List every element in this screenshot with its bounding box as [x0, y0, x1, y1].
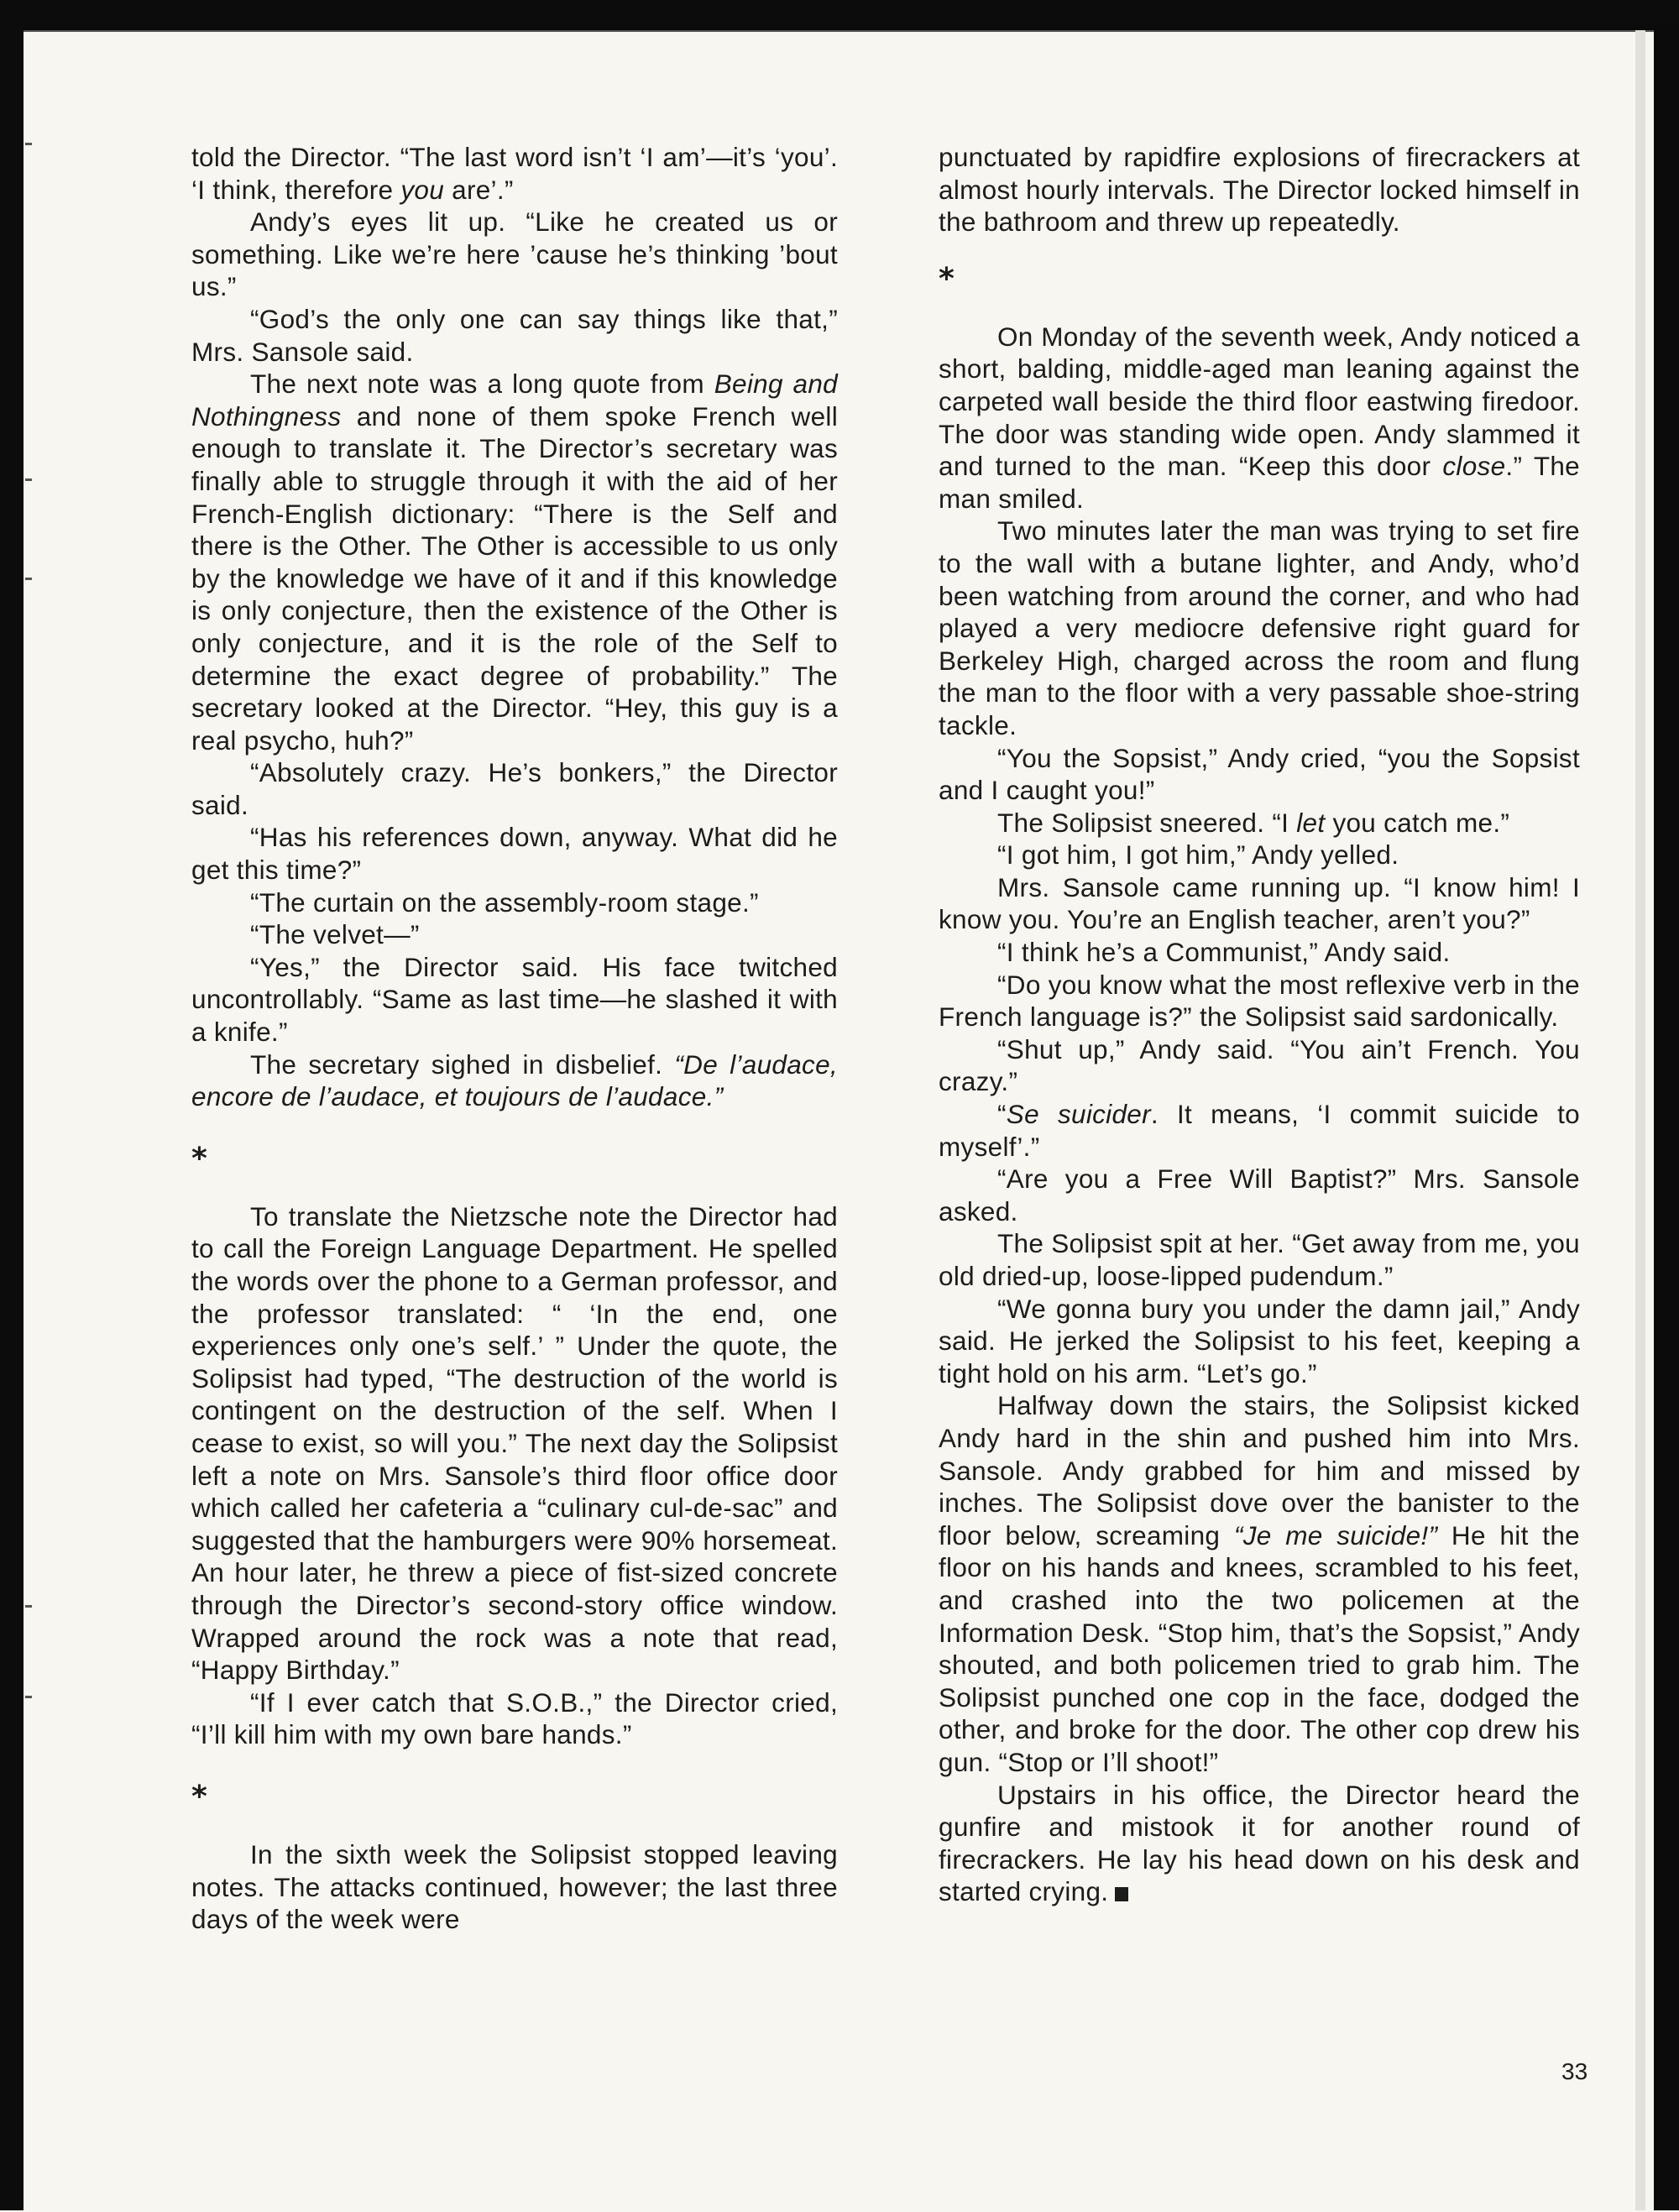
paragraph: “God’s the only one can say things like that,” Mrs. Sansole said. — [191, 303, 838, 367]
paragraph: “If I ever catch that S.O.B.,” the Director cried, “I’ll kill him with my own bare hands.” — [191, 1686, 838, 1750]
page-number: 33 — [1561, 2058, 1588, 2084]
section-break-asterisk: * — [939, 261, 955, 296]
left-column — [191, 141, 838, 1936]
paragraph: “The curtain on the assembly-room stage.” — [250, 886, 759, 918]
paragraph: To translate the Nietzsche note the Director had to call the Foreign Language Department. He spelled the words over the phone to a German professor, and the professor translated: “ ‘In the end, one experiences only one’s self.’ ” Under the quote, the Solipsist had typed, “The destruction of the world is contingent on the destruction of the self. When I cease to exist, so will you.” The next day the Solipsist left a note on Mrs. Sansole’s third floor office door which called her cafeteria a “culinary cul-de-sac” and suggested that the hamburgers were 90% horsemeat. An hour later, he threw a piece of fist-sized concrete through the Director’s second-story office window. Wrapped around the rock was a note that read, “Happy Birthday.” — [191, 1200, 838, 1686]
paragraph: “Yes,” the Director said. His face twitched uncontrollably. “Same as last time—he slashed it with a knife.” — [191, 951, 838, 1048]
paragraph: “You the Sopsist,” Andy cried, “you the Sopsist and I caught you!” — [939, 742, 1580, 806]
paragraph: Halfway down the stairs, the Solipsist kicked Andy hard in the shin and pushed him into Mrs. Sansole. Andy grabbed for him and missed by inches. The Solipsist dove over the banister to the floor below, screaming “Je me suicide!” He hit the floor on his hands and knees, scrambled to his feet, and crashed into the two policemen at the Information Desk. “Stop him, that’s the Sopsist,” Andy shouted, and both policemen tried to grab him. The Solipsist punched one cop in the face, dodged the other, and broke for the door. The other cop drew his gun. “Stop or I’ll shoot!” — [939, 1390, 1580, 1777]
paragraph: told the Director. “The last word isn’t ‘I am’—it’s ‘you’. ‘I think, therefore you are’.” — [191, 142, 838, 205]
paragraph: “Shut up,” Andy said. “You ain’t French. You crazy.” — [939, 1033, 1580, 1097]
paragraph: “We gonna bury you under the damn jail,” Andy said. He jerked the Solipsist to his feet, keeping a tight hold on his arm. “Let’s go.” — [939, 1293, 1580, 1388]
paragraph: The next note was a long quote from Being and Nothingness and none of them spoke French well enough to translate it. The Director’s secretary was finally able to struggle through it with the aid of her French-English dictionary: “There is the Self and there is the Other. The Other is accessible to us only by the knowledge we have of it and if this knowledge is only conjecture, then the existence of the Other is only conjecture, and it is the role of the Self to determine the exact degree of probability.” The secretary looked at the Director. “Hey, this guy is a real psycho, huh?” — [191, 369, 839, 756]
paragraph: The Solipsist sneered. “I let you catch me.” — [997, 807, 1510, 838]
paragraph: “Se suicider. It means, ‘I commit suicide to myself’.” — [939, 1099, 1580, 1162]
paragraph: Mrs. Sansole came running up. “I know him! I know you. You’re an English teacher, aren’t you?” — [939, 871, 1580, 935]
section-break-asterisk: * — [191, 1141, 208, 1176]
paragraph: Andy’s eyes lit up. “Like he created us or something. Like we’re here ’cause he’s thinking ’bout us.” — [191, 207, 838, 302]
paragraph: “I got him, I got him,” Andy yelled. — [997, 839, 1399, 871]
paragraph: On Monday of the seventh week, Andy noticed a short, balding, middle-aged man leaning against the carpeted wall beside the third floor eastwing firedoor. The door was standing wide open. Andy slammed it and turned to the man. “Keep this door close.” The man smiled. — [939, 321, 1580, 514]
end-of-story-mark — [1115, 1887, 1128, 1901]
paragraph: The secretary sighed in disbelief. “De l’audace, encore de l’audace, et toujours de l’audace.” — [191, 1048, 838, 1112]
paragraph: “Do you know what the most reflexive verb in the French language is?” the Solipsist said sardonically. — [939, 969, 1580, 1033]
page-edge — [1635, 30, 1645, 2210]
paragraph: “I think he’s a Communist,” Andy said. — [997, 937, 1451, 968]
paragraph: “Has his references down, anyway. What did he get this time?” — [191, 822, 838, 886]
paragraph: Upstairs in his office, the Director heard the gunfire and mistook it for another round of firecrackers. He lay his head down on his desk and started crying. — [939, 1779, 1580, 1907]
paragraph: Two minutes later the man was trying to set fire to the wall with a butane lighter, and Andy, who’d been watching from around the corner, and who had played a very mediocre defensive right guard for Berkeley High, charged across the room and flung the man to the floor with a very passable shoe-string tackle. — [939, 515, 1580, 740]
paragraph: “The velvet—” — [250, 919, 420, 950]
right-column — [939, 141, 1580, 1908]
paragraph: punctuated by rapidfire explosions of firecrackers at almost hourly intervals. The Director locked himself in the bathroom and threw up repeatedly. — [939, 142, 1580, 238]
paragraph: “Are you a Free Will Baptist?” Mrs. Sansole asked. — [939, 1164, 1580, 1226]
paragraph: The Solipsist spit at her. “Get away from me, you old dried-up, loose-lipped pudendum.” — [939, 1228, 1580, 1291]
scan-border-top — [0, 0, 1679, 25]
scan-border-left — [0, 0, 24, 2210]
paragraph: In the sixth week the Solipsist stopped leaving notes. The attacks continued, however; the last three days of the week were — [191, 1838, 838, 1935]
section-break-asterisk: * — [191, 1779, 208, 1814]
paragraph: “Absolutely crazy. He’s bonkers,” the Director said. — [191, 757, 838, 820]
